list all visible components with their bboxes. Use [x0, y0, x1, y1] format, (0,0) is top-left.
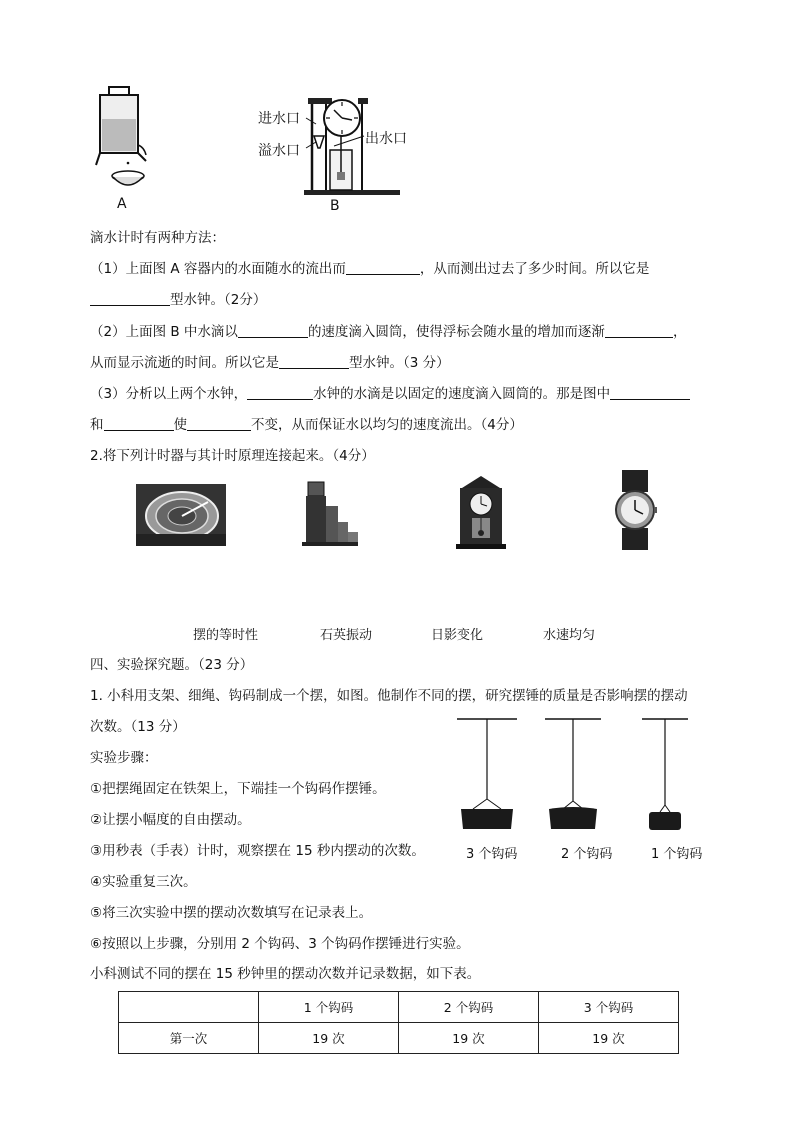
figure-a-water-clock [92, 85, 162, 197]
figure-a-label: A [117, 196, 127, 212]
table-header-cell: 3 个钩码 [539, 992, 679, 1023]
q2-blank-3[interactable] [279, 353, 349, 369]
step-2: ②让摆小幅度的自由摆动。 [90, 812, 251, 828]
step-5: ⑤将三次实验中摆的摆动次数填写在记录表上。 [90, 905, 373, 921]
pendulum-clock-picture [454, 474, 508, 550]
principle-pendulum[interactable]: 摆的等时性 [193, 628, 259, 643]
table-header-cell [119, 992, 259, 1023]
step-4: ④实验重复三次。 [90, 874, 197, 890]
section-4-title: 四、实验探究题。（23 分） [90, 657, 254, 673]
q1-blank-2[interactable] [90, 290, 170, 306]
table-header-cell: 1 个钩码 [259, 992, 399, 1023]
sundial-picture [136, 484, 226, 546]
wristwatch-picture [612, 470, 658, 550]
pendulum-1-hook [640, 715, 690, 835]
q1-line-2: 型水钟。（2分） [90, 290, 266, 310]
step-1: ①把摆绳固定在铁架上，下端挂一个钩码作摆锤。 [90, 781, 386, 797]
table-intro: 小科测试不同的摆在 15 秒钟里的摆动次数并记录数据，如下表。 [90, 966, 481, 982]
label-inlet: 进水口 [258, 111, 300, 127]
q1-line-1: （1）上面图 A 容器内的水面随水的流出而 ，从而测出过去了多少时间。所以它是 [90, 261, 650, 277]
figure-b-label: B [330, 198, 340, 214]
q2-blank-1[interactable] [238, 322, 308, 338]
q2-line-2: 从而显示流逝的时间。所以它是 型水钟。（3 分） [90, 355, 450, 371]
table-header-row [119, 992, 679, 1023]
principle-water[interactable]: 水速均匀 [543, 628, 596, 643]
table-cell: 第一次 [119, 1023, 259, 1054]
table-header-cell: 2 个钩码 [399, 992, 539, 1023]
q3-line-2: 和 使 不变，从而保证水以均匀的速度流出。（4分） [90, 417, 523, 433]
intro-text: 滴水计时有两种方法： [90, 230, 225, 246]
table-cell[interactable]: 19 次 [539, 1023, 679, 1054]
q1-blank-1[interactable] [346, 259, 420, 275]
principle-shadow[interactable]: 日影变化 [431, 628, 484, 643]
q3-blank-1[interactable] [247, 384, 313, 400]
exp-line-1: 1. 小科用支架、细绳、钩码制成一个摆，如图。他制作不同的摆，研究摆锤的质量是否影响摆的摆动 [90, 688, 688, 704]
figure-b-pointers [290, 112, 370, 152]
step-3: ③用秒表（手表）计时，观察摆在 15 秒内摆动的次数。 [90, 843, 425, 859]
q3-blank-2[interactable] [610, 384, 690, 400]
q-match-title: 2.将下列计时器与其计时原理连接起来。（4分） [90, 448, 375, 464]
pendulum-label-1: 1 个钩码 [651, 847, 703, 862]
table-cell[interactable]: 19 次 [399, 1023, 539, 1054]
exp-line-2: 次数。（13 分） [90, 719, 186, 735]
principle-quartz[interactable]: 石英振动 [320, 628, 373, 643]
step-6: ⑥按照以上步骤，分别用 2 个钩码、3 个钩码作摆锤进行实验。 [90, 936, 470, 952]
stepped-water-clock-picture [300, 478, 360, 548]
steps-title: 实验步骤： [90, 750, 158, 766]
table-cell[interactable]: 19 次 [259, 1023, 399, 1054]
record-table [118, 991, 679, 1054]
table-row [119, 1023, 679, 1054]
q3-blank-4[interactable] [187, 415, 251, 431]
pendulum-3-hooks [455, 715, 520, 835]
label-outlet: 出水口 [365, 131, 407, 147]
q2-line-1: （2）上面图 B 中水滴以 的速度滴入圆筒，使得浮标会随水量的增加而逐渐 ， [90, 324, 687, 340]
label-overflow: 溢水口 [258, 143, 300, 159]
pendulum-2-hooks [543, 715, 603, 835]
q3-line-1: （3）分析以上两个水钟， 水钟的水滴是以固定的速度滴入圆筒的。那是图中 [90, 384, 690, 404]
pendulum-label-2: 2 个钩码 [561, 847, 613, 862]
q2-blank-2[interactable] [605, 322, 673, 338]
q3-blank-3[interactable] [104, 415, 174, 431]
pendulum-label-3: 3 个钩码 [466, 847, 518, 862]
